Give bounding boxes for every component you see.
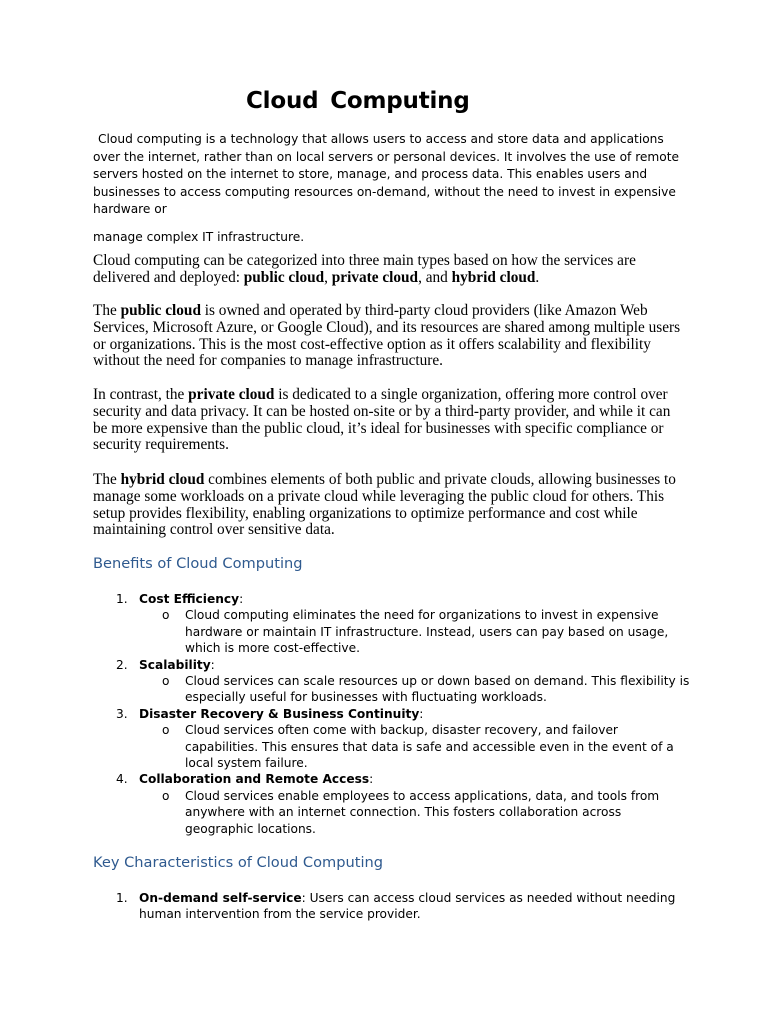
- list-item: 2. Scalability:: [116, 657, 215, 672]
- bullet-icon: o: [162, 674, 170, 689]
- benefits-heading: Benefits of Cloud Computing: [93, 555, 303, 572]
- characteristics-list: [93, 890, 693, 923]
- list-item: 4. Collaboration and Remote Access:: [116, 772, 374, 787]
- list-item: 3. Disaster Recovery & Business Continuity:: [116, 706, 424, 721]
- private-cloud-paragraph: In contrast, the private cloud is dedicated to a single organization, offering more control over security and data privacy. It can be hosted on-site or by a third-party provider, and while it can be more expensive than the public cloud, it’s ideal for businesses with specific compliance or security requirements.: [93, 386, 671, 454]
- characteristics-heading: Key Characteristics of Cloud Computing: [93, 854, 384, 871]
- list-item: 1. On-demand self-service: Users can access cloud services as needed without needing human intervention from the service provider.: [116, 891, 676, 922]
- list-subitem: o Cloud services can scale resources up or down based on demand. This flexibility is especially useful for businesses with fluctuating workloads.: [162, 674, 690, 705]
- document-title: Cloud Computing: [246, 88, 470, 114]
- cloud-types-paragraph: Cloud computing can be categorized into three main types based on how the services are delivered and deployed: public cloud, private cloud, and hybrid cloud.: [93, 252, 636, 286]
- public-cloud-term: public cloud: [243, 268, 325, 286]
- intro-text: Cloud computing is a technology that allows users to access and store data and applications over the internet, rather than on local servers or personal devices. It involves the use of remote servers hosted on the internet to store, manage, and process data. This enables users and businesses to access computing resources on-demand, without the need to invest in expensive hardware or: [93, 132, 680, 217]
- bullet-icon: o: [162, 723, 170, 738]
- public-cloud-paragraph: The public cloud is owned and operated by third-party cloud providers (like Amazon Web Services, Microsoft Azure, or Google Cloud), and its resources are shared among multiple users or organizations. This is the most cost-effective option as it offers scalability and flexibility without the need for companies to manage infrastructure.: [93, 302, 681, 370]
- benefits-list: [93, 591, 693, 837]
- bullet-icon: o: [162, 788, 170, 803]
- list-subitem: o Cloud computing eliminates the need for organizations to invest in expensive hardware or maintain IT infrastructure. Instead, users can pay based on usage, which is more cost-effective.: [162, 608, 669, 656]
- list-subitem: o Cloud services often come with backup, disaster recovery, and failover capabilities. This ensures that data is safe and accessible even in the event of a local system failure.: [162, 723, 674, 771]
- list-subitem: o Cloud services enable employees to access applications, data, and tools from anywhere with an internet connection. This fosters collaboration across geographic locations.: [162, 788, 660, 836]
- intro-paragraph: [93, 131, 683, 247]
- hybrid-cloud-paragraph: The hybrid cloud combines elements of both public and private clouds, allowing businesses to manage some workloads on a private cloud while leveraging the public cloud for others. This setup provides flexibility, enabling organizations to optimize performance and cost while maintaining control over sensitive data.: [93, 471, 676, 539]
- private-cloud-term: private cloud: [331, 268, 419, 286]
- list-item: 1. Cost Efficiency:: [116, 592, 244, 606]
- bullet-icon: o: [162, 608, 170, 623]
- intro-text-tail: manage complex IT infrastructure.: [93, 229, 305, 244]
- hybrid-cloud-term: hybrid cloud: [451, 268, 536, 286]
